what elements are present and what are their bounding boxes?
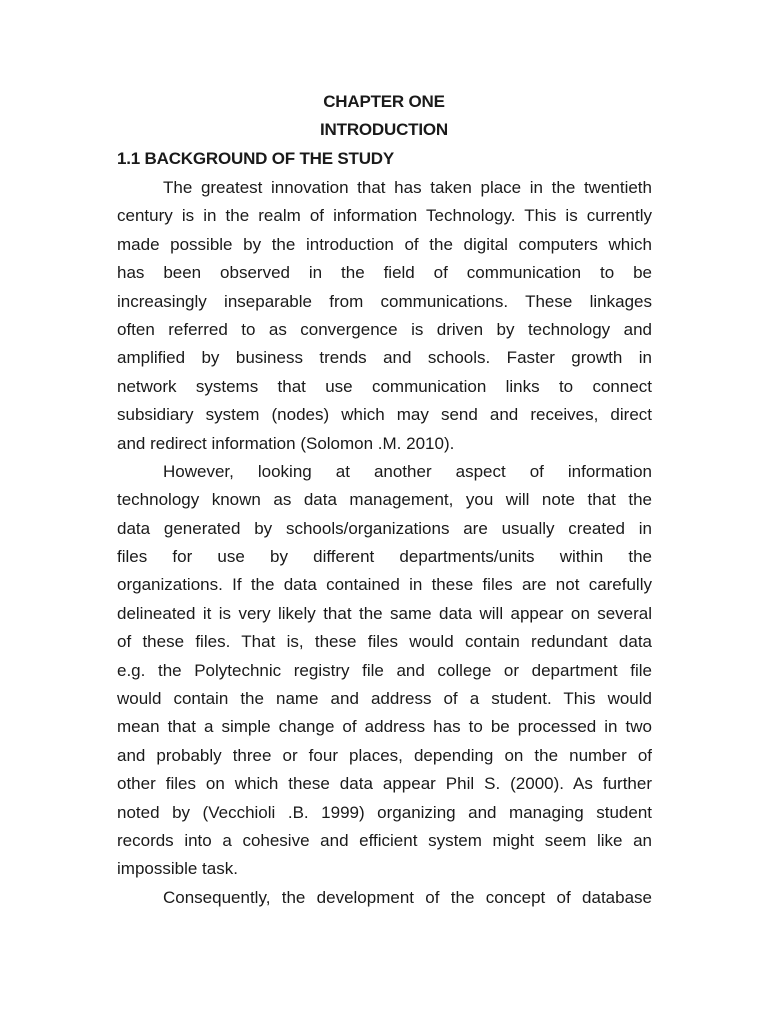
paragraph-line: However, looking at another aspect of information xyxy=(163,461,652,481)
paragraph-line: files for use by different departments/units within the xyxy=(117,547,652,567)
paragraph-line: other files on which these data appear Phil S. (2000). As further xyxy=(117,774,652,794)
paragraph-line: amplified by business trends and schools. Faster growth in xyxy=(117,348,652,368)
paragraph-line: organizations. If the data contained in these files are not carefully xyxy=(117,575,652,595)
body-text xyxy=(117,174,652,912)
chapter-title: CHAPTER ONE xyxy=(323,92,445,111)
paragraph-line: of these files. That is, these files would contain redundant data xyxy=(117,632,652,652)
paragraph-line: increasingly inseparable from communications. These linkages xyxy=(117,291,652,311)
paragraph-line: The greatest innovation that has taken place in the twentieth xyxy=(163,178,652,197)
paragraph-line: technology known as data management, you will note that the xyxy=(117,490,652,510)
paragraph-line: subsidiary system (nodes) which may send and receives, direct xyxy=(117,405,652,425)
paragraph-line: and redirect information (Solomon .M. 2010). xyxy=(117,433,455,453)
paragraph-line: and probably three or four places, depending on the number of xyxy=(117,745,652,765)
paragraph-line: e.g. the Polytechnic registry file and college or department file xyxy=(117,660,652,680)
paragraph-line: has been observed in the field of communication to be xyxy=(117,263,652,283)
paragraph-line: data generated by schools/organizations are usually created in xyxy=(117,518,652,538)
paragraph-line: often referred to as convergence is driven by technology and xyxy=(117,319,652,339)
paragraph-line: noted by (Vecchioli .B. 1999) organizing and managing student xyxy=(117,802,652,822)
paragraph-line: would contain the name and address of a student. This would xyxy=(117,689,652,709)
section-heading: 1.1 BACKGROUND OF THE STUDY xyxy=(117,149,395,168)
paragraph-line: mean that a simple change of address has to be processed in two xyxy=(117,717,652,737)
paragraph-line: records into a cohesive and efficient system might seem like an xyxy=(117,830,652,850)
paragraph-line: delineated it is very likely that the same data will appear on several xyxy=(117,603,652,623)
chapter-subtitle: INTRODUCTION xyxy=(320,120,448,139)
paragraph-line: Consequently, the development of the concept of database xyxy=(163,887,652,907)
paragraph-line: impossible task. xyxy=(117,859,238,879)
paragraph-line: century is in the realm of information Technology. This is currently xyxy=(117,206,652,226)
paragraph-line: network systems that use communication links to connect xyxy=(117,376,652,396)
paragraph-line: made possible by the introduction of the digital computers which xyxy=(117,234,652,254)
